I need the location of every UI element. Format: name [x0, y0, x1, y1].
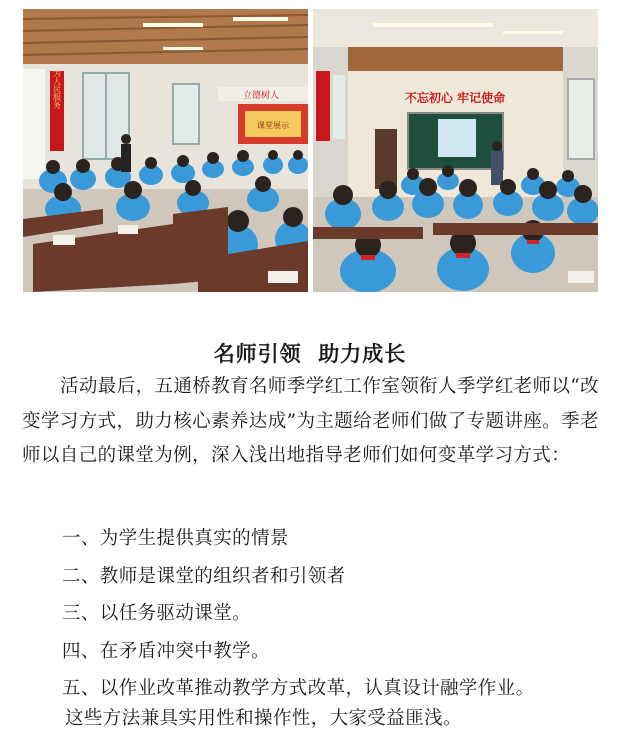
list-item: 二、教师是课堂的组织者和引领者: [62, 565, 346, 587]
wall-slogan-left: 立德树人: [242, 91, 280, 101]
red-banner-text: 为人民服务: [52, 69, 62, 109]
classroom-photo-right: [313, 9, 598, 292]
wall-slogan-right: 不忘初心 牢记使命: [404, 91, 506, 105]
front-poster-text: 课堂展示: [257, 121, 289, 130]
method-list: [62, 520, 535, 708]
classroom-photo-left: [23, 9, 308, 292]
list-item: 三、以任务驱动课堂。: [62, 603, 252, 624]
intro-paragraph: 活动最后，五通桥教育名师季学红工作室领衔人季学红老师以“改变学习方式，助力核心素养达成”为主题给老师们做了专题讲座。季老师以自己的课堂为例，深入浅出地指导老师们如何变革学习方式：: [22, 376, 600, 466]
closing-sentence: 这些方法兼具实用性和操作性，大家受益匪浅。: [65, 708, 462, 729]
list-item: 一、为学生提供真实的情景: [62, 528, 289, 549]
list-item: 四、在矛盾冲突中教学。: [62, 640, 270, 662]
section-heading: 名师引领 助力成长: [213, 341, 407, 366]
list-item: 五、以作业改革推动教学方式改革，认真设计融学作业。: [62, 678, 535, 699]
